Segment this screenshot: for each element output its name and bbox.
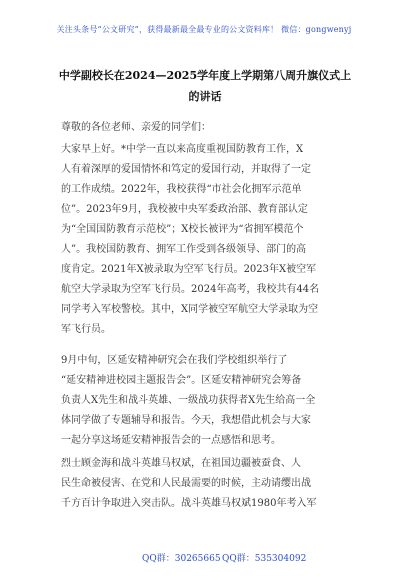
paragraph-line: 一起分享这场延安精神报告会的一点感悟和思考。: [61, 435, 281, 446]
paragraph-line: 千方百计争取进入突击队。战斗英雄马权斌1980年考入军: [61, 498, 317, 509]
document-title-line-2: 的讲话: [188, 90, 222, 103]
qq-group-1: QQ群：30265665: [142, 554, 221, 564]
paragraph-line: 人”。我校国防教育、拥军工作受到各级领导、部门的高: [61, 244, 307, 255]
paragraph-1: [61, 140, 361, 340]
paragraph-line: “延安精神进校园主题报告会”。区延安精神研究会筹备: [61, 375, 302, 386]
paragraph-line: 军飞行员。: [61, 324, 111, 335]
paragraph-line: 9月中旬，区延安精神研究会在我们学校组织举行了: [61, 355, 288, 366]
header-banner: 关注头条号“公文研究”，获得最新最全最专业的公文资料库！ 微信：gongwenyj: [56, 25, 352, 34]
paragraph-line: 同学考入军校警校。其中，X同学被空军航空大学录取为空: [61, 304, 319, 315]
paragraph-line: 民生命被侵害、在党和人民最需要的时候，主动请缨出战: [61, 478, 311, 489]
qq-group-2: QQ群：535304092: [222, 554, 307, 564]
paragraph-line: 人有着深厚的爱国情怀和笃定的爱国行动，并取得了一定: [61, 164, 311, 175]
paragraph-3: [61, 454, 361, 514]
paragraph-2: [61, 351, 361, 451]
paragraph-line: 大家早上好。*中学一直以来高度重视国防教育工作，X: [61, 144, 304, 155]
document-title-line-1: 中学副校长在2024—2025学年度上学期第八周升旗仪式上: [58, 69, 352, 82]
paragraph-line: 的工作成绩。2022年，我校获得“市社会化拥军示范单: [61, 184, 302, 195]
paragraph-line: 负责人X先生和战斗英雄、一级战功获得者X先生给高一全: [61, 395, 316, 406]
paragraph-line: 航空大学录取为空军飞行员。2024年高考，我校共有44名: [61, 284, 320, 295]
paragraph-line: 位”。2023年9月，我校被中央军委政治部、教育部认定: [61, 204, 308, 215]
paragraph-line: 体同学做了专题辅导和报告。今天，我想借此机会与大家: [61, 415, 311, 426]
paragraph-line: 烈士顾金海和战斗英雄马权斌，在祖国边疆被蚕食、人: [61, 458, 301, 469]
salutation: 尊敬的各位老师、亲爱的同学们：: [61, 122, 211, 133]
paragraph-line: 度肯定。2021年X被录取为空军飞行员。2023年X被空军: [61, 264, 317, 275]
paragraph-line: 为“全国国防教育示范校”；X校长被评为“省拥军模范个: [61, 224, 304, 235]
